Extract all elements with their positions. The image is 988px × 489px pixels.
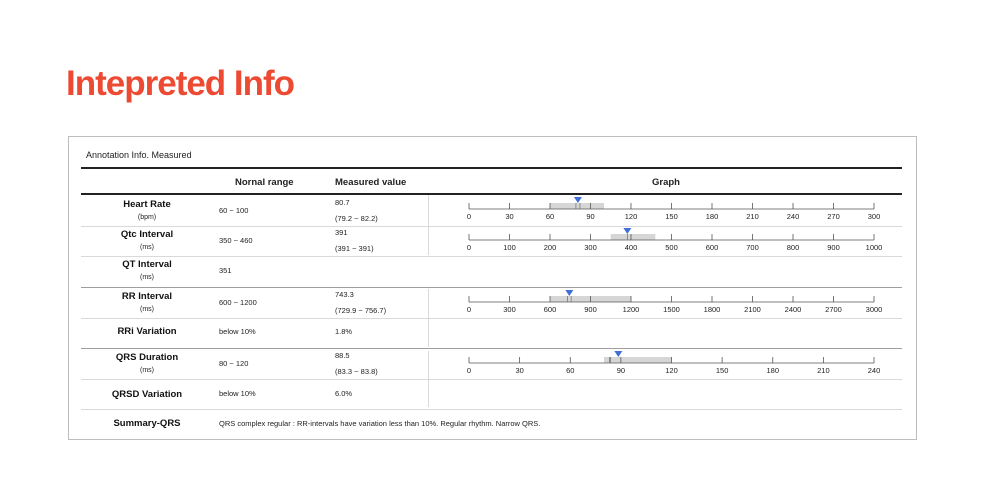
graph-tick-label: 240 xyxy=(867,366,881,375)
measured-value-marker xyxy=(614,351,622,357)
graph-tick-label: 3000 xyxy=(865,305,883,314)
label-rri-variation: RRi Variation xyxy=(117,326,177,337)
graph-tick-label: 90 xyxy=(586,212,595,221)
graph-tick-label: 1800 xyxy=(703,305,721,314)
measured-value-marker xyxy=(623,228,631,234)
graph-tick-label: 150 xyxy=(715,366,729,375)
normal-range-band xyxy=(604,357,672,363)
graph-tick-label: 2100 xyxy=(744,305,761,314)
label-qrs-duration: QRS Duration xyxy=(115,352,179,363)
graph-tick-label: 600 xyxy=(705,243,719,252)
graph-tick-label: 800 xyxy=(786,243,800,252)
graph-tick-label: 30 xyxy=(515,366,524,375)
graph-tick-label: 120 xyxy=(624,212,638,221)
graph-tick-label: 30 xyxy=(505,212,514,221)
graph-tick-label: 900 xyxy=(827,243,840,252)
graph-tick-label: 500 xyxy=(665,243,678,252)
value-qrs-duration: 88.5 xyxy=(335,351,350,360)
graph-tick-label: 210 xyxy=(746,212,759,221)
normal-qrs-duration: 80 ~ 120 xyxy=(219,359,249,368)
graph-tick-label: 240 xyxy=(786,212,800,221)
graph-tick-label: 2400 xyxy=(784,305,802,314)
row-divider xyxy=(81,287,902,288)
graph-rr-interval xyxy=(464,290,884,316)
graph-tick-label: 1200 xyxy=(622,305,640,314)
graph-tick-label: 200 xyxy=(543,243,557,252)
graph-tick-label: 600 xyxy=(543,305,557,314)
graph-tick-label: 0 xyxy=(466,366,472,375)
graph-qtc-interval xyxy=(464,228,884,254)
unit-qtc-interval: (ms) xyxy=(140,244,154,251)
graph-tick-label: 900 xyxy=(584,305,597,314)
header-bottom-rule xyxy=(81,193,902,195)
graph-tick-label: 400 xyxy=(624,243,638,252)
page-title: Intepreted Info xyxy=(66,64,295,103)
label-qt-interval: QT Interval xyxy=(122,259,172,270)
annotation-panel xyxy=(68,136,917,440)
normal-rr-interval: 600 ~ 1200 xyxy=(219,298,257,307)
value-qtc-interval: 391 xyxy=(335,228,348,237)
range-heart-rate: (79.2 ~ 82.2) xyxy=(335,214,378,223)
value-qrsd-variation: 6.0% xyxy=(335,389,353,398)
column-header-measured: Measured value xyxy=(335,177,407,188)
row-divider xyxy=(81,256,902,257)
value-rr-interval: 743.3 xyxy=(335,290,354,299)
graph-svg xyxy=(464,290,884,316)
graph-tick-label: 0 xyxy=(466,305,472,314)
graph-tick-label: 180 xyxy=(766,366,780,375)
normal-qtc-interval: 350 ~ 460 xyxy=(219,236,253,245)
graph-tick-label: 300 xyxy=(503,305,516,314)
normal-qt-interval: 351 xyxy=(219,266,232,275)
normal-rri-variation: below 10% xyxy=(219,327,256,336)
panel-title: Annotation Info. Measured xyxy=(86,150,192,160)
column-header-graph: Graph xyxy=(652,177,680,188)
graph-tick-label: 120 xyxy=(665,366,678,375)
label-qtc-interval: Qtc Interval xyxy=(120,229,174,240)
normal-range-band xyxy=(550,203,604,209)
unit-rr-interval: (ms) xyxy=(140,306,154,313)
normal-heart-rate: 60 ~ 100 xyxy=(219,206,249,215)
graph-tick-label: 180 xyxy=(705,212,719,221)
label-rr-interval: RR Interval xyxy=(121,291,173,302)
column-header-normal: Nornal range xyxy=(235,177,294,188)
measured-value-marker xyxy=(574,197,582,203)
range-rr-interval: (729.9 ~ 756.7) xyxy=(335,306,387,315)
range-qtc-interval: (391 ~ 391) xyxy=(335,244,374,253)
row-divider xyxy=(81,318,902,319)
normal-range-band xyxy=(611,234,656,240)
graph-tick-label: 300 xyxy=(867,212,881,221)
unit-heart-rate: (bpm) xyxy=(137,214,157,221)
graph-tick-label: 100 xyxy=(503,243,516,252)
label-summary-qrs: Summary-QRS xyxy=(113,418,181,429)
graph-heart-rate xyxy=(464,197,884,223)
measured-value-marker xyxy=(565,290,573,296)
graph-tick-label: 0 xyxy=(466,212,472,221)
row-divider xyxy=(81,379,902,380)
value-rri-variation: 1.8% xyxy=(335,327,353,336)
row-divider xyxy=(81,409,902,410)
graph-tick-label: 90 xyxy=(616,366,626,375)
graph-svg xyxy=(464,197,884,223)
graph-tick-label: 1000 xyxy=(865,243,883,252)
normal-qrsd-variation: below 10% xyxy=(219,389,256,398)
graph-tick-label: 700 xyxy=(746,243,759,252)
graph-tick-label: 210 xyxy=(817,366,830,375)
label-qrsd-variation: QRSD Variation xyxy=(111,389,183,400)
summary-text: QRS complex regular : RR-intervals have variation less than 10%. Regular rhythm. Narrow QRS. xyxy=(219,419,541,428)
graph-divider xyxy=(428,195,429,255)
range-qrs-duration: (83.3 ~ 83.8) xyxy=(335,367,378,376)
graph-tick-label: 60 xyxy=(566,366,575,375)
row-divider xyxy=(81,226,902,227)
graph-qrs-duration xyxy=(464,351,884,377)
header-top-rule xyxy=(81,167,902,169)
graph-tick-label: 0 xyxy=(466,243,472,252)
row-divider xyxy=(81,348,902,349)
label-heart-rate: Heart Rate xyxy=(123,199,171,210)
graph-svg xyxy=(464,228,884,254)
graph-tick-label: 150 xyxy=(665,212,678,221)
graph-tick-label: 300 xyxy=(584,243,597,252)
unit-qt-interval: (ms) xyxy=(140,274,154,281)
graph-tick-label: 270 xyxy=(827,212,840,221)
graph-tick-label: 1500 xyxy=(663,305,680,314)
graph-tick-label: 60 xyxy=(545,212,555,221)
graph-svg xyxy=(464,351,884,377)
value-heart-rate: 80.7 xyxy=(335,198,350,207)
graph-tick-label: 2700 xyxy=(825,305,842,314)
unit-qrs-duration: (ms) xyxy=(140,367,154,374)
